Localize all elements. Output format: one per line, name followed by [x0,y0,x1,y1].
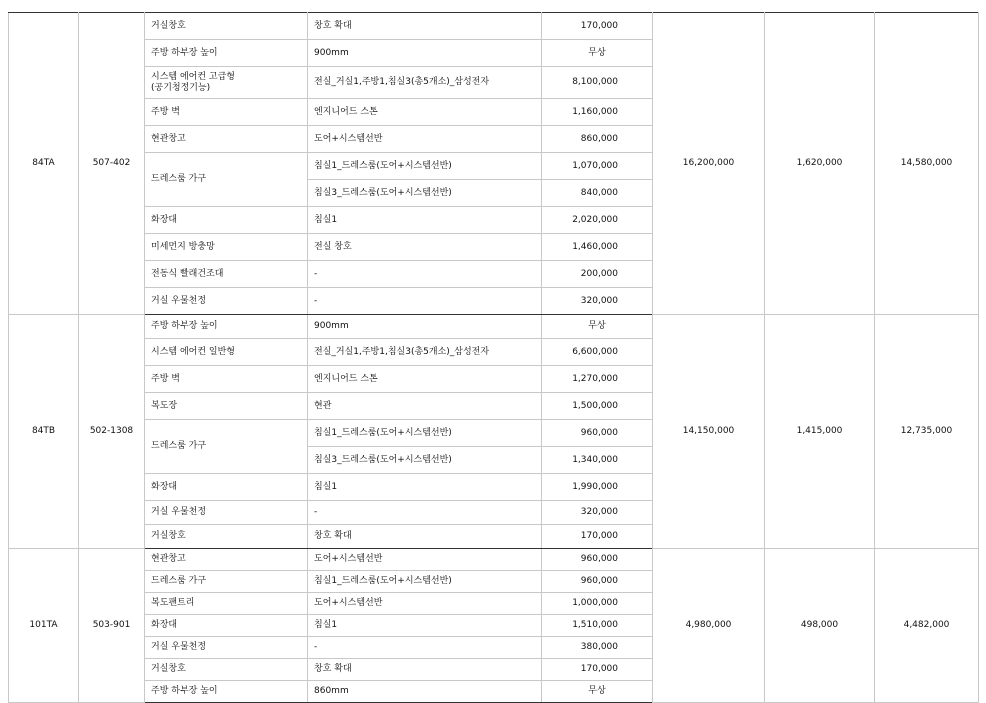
option-item-cell: 거실 우물천정 [145,637,308,659]
option-item-cell: 미세먼지 방충망 [145,234,308,261]
total-price-cell: 4,980,000 [653,549,765,703]
option-table [8,12,979,703]
option-price-cell: 170,000 [542,13,653,40]
option-spec-cell: - [308,261,542,288]
option-price-cell: 960,000 [542,549,653,571]
option-spec-cell: 침실1_드레스룸(도어+시스템선반) [308,153,542,180]
option-price-cell: 960,000 [542,571,653,593]
option-item-cell: 드레스룸 가구 [145,420,308,474]
option-price-cell: 320,000 [542,501,653,525]
option-spec-cell: 현관 [308,393,542,420]
total-price-cell: 16,200,000 [653,13,765,315]
option-spec-cell: 침실1_드레스룸(도어+시스템선반) [308,420,542,447]
option-spec-cell: 침실3_드레스룸(도어+시스템선반) [308,180,542,207]
option-price-cell: 무상 [542,315,653,339]
option-item-cell: 화장대 [145,474,308,501]
option-spec-cell: 침실1 [308,615,542,637]
option-spec-cell: 전실_거실1,주방1,침실3(총5개소)_삼성전자 [308,339,542,366]
option-item-cell: 주방 하부장 높이 [145,40,308,67]
option-price-cell: 1,990,000 [542,474,653,501]
option-item-cell: 거실 우물천정 [145,288,308,315]
option-spec-cell: - [308,501,542,525]
option-price-cell: 380,000 [542,637,653,659]
option-spec-cell: 엔지니어드 스톤 [308,366,542,393]
option-spec-cell: 창호 확대 [308,13,542,40]
unit-number-cell: 502-1308 [79,315,145,549]
option-spec-cell: 도어+시스템선반 [308,593,542,615]
option-price-cell: 960,000 [542,420,653,447]
option-item-cell: 현관창고 [145,126,308,153]
option-item-cell: 복도장 [145,393,308,420]
option-item-cell: 드레스룸 가구 [145,153,308,207]
option-price-cell: 1,070,000 [542,153,653,180]
option-spec-cell: 900mm [308,40,542,67]
option-price-cell: 1,500,000 [542,393,653,420]
option-spec-cell: 침실1 [308,474,542,501]
option-price-cell: 1,340,000 [542,447,653,474]
option-spec-cell: 창호 확대 [308,659,542,681]
option-item-cell: 거실 우물천정 [145,501,308,525]
option-item-cell: 주방 벽 [145,366,308,393]
option-price-cell: 170,000 [542,659,653,681]
option-item-cell: 화장대 [145,615,308,637]
option-item-cell: 주방 하부장 높이 [145,315,308,339]
option-price-cell: 860,000 [542,126,653,153]
option-spec-cell: 창호 확대 [308,525,542,549]
option-price-cell: 170,000 [542,525,653,549]
table-row [9,13,979,40]
option-item-cell: 시스템 에어컨 일반형 [145,339,308,366]
option-item-cell: 복도팬트리 [145,593,308,615]
option-price-cell: 840,000 [542,180,653,207]
option-spec-cell: 엔지니어드 스톤 [308,99,542,126]
option-spec-cell: 전실_거실1,주방1,침실3(총5개소)_삼성전자 [308,67,542,99]
option-price-cell: 무상 [542,681,653,703]
option-spec-cell: 침실3_드레스룸(도어+시스템선반) [308,447,542,474]
final-price-cell: 12,735,000 [875,315,979,549]
option-price-cell: 1,160,000 [542,99,653,126]
table-row [9,315,979,339]
option-price-cell: 1,460,000 [542,234,653,261]
option-item-cell: 화장대 [145,207,308,234]
option-spec-cell: 침실1 [308,207,542,234]
option-item-cell: 시스템 에어컨 고급형 (공기청정기능) [145,67,308,99]
option-item-cell: 현관창고 [145,549,308,571]
option-spec-cell: 도어+시스템선반 [308,126,542,153]
unit-type-cell: 101TA [9,549,79,703]
option-item-cell: 거실창호 [145,659,308,681]
option-price-cell: 2,020,000 [542,207,653,234]
option-item-cell: 주방 하부장 높이 [145,681,308,703]
option-price-cell: 320,000 [542,288,653,315]
option-spec-cell: 침실1_드레스룸(도어+시스템선반) [308,571,542,593]
option-item-cell: 드레스룸 가구 [145,571,308,593]
option-price-cell: 1,000,000 [542,593,653,615]
option-price-cell: 200,000 [542,261,653,288]
unit-type-cell: 84TA [9,13,79,315]
option-price-cell: 1,510,000 [542,615,653,637]
option-spec-cell: - [308,288,542,315]
final-price-cell: 14,580,000 [875,13,979,315]
option-price-cell: 1,270,000 [542,366,653,393]
unit-number-cell: 507-402 [79,13,145,315]
option-spec-cell: 860mm [308,681,542,703]
option-spec-cell: 도어+시스템선반 [308,549,542,571]
option-item-cell: 전동식 빨래건조대 [145,261,308,288]
option-spec-cell: 전실 창호 [308,234,542,261]
discount-cell: 1,415,000 [765,315,875,549]
table-row [9,549,979,571]
option-price-cell: 6,600,000 [542,339,653,366]
discount-cell: 1,620,000 [765,13,875,315]
option-price-cell: 무상 [542,40,653,67]
option-price-cell: 8,100,000 [542,67,653,99]
discount-cell: 498,000 [765,549,875,703]
final-price-cell: 4,482,000 [875,549,979,703]
option-price-table [8,12,978,703]
option-spec-cell: - [308,637,542,659]
total-price-cell: 14,150,000 [653,315,765,549]
unit-type-cell: 84TB [9,315,79,549]
option-item-cell: 주방 벽 [145,99,308,126]
option-spec-cell: 900mm [308,315,542,339]
option-item-cell: 거실창호 [145,525,308,549]
option-item-cell: 거실창호 [145,13,308,40]
unit-number-cell: 503-901 [79,549,145,703]
